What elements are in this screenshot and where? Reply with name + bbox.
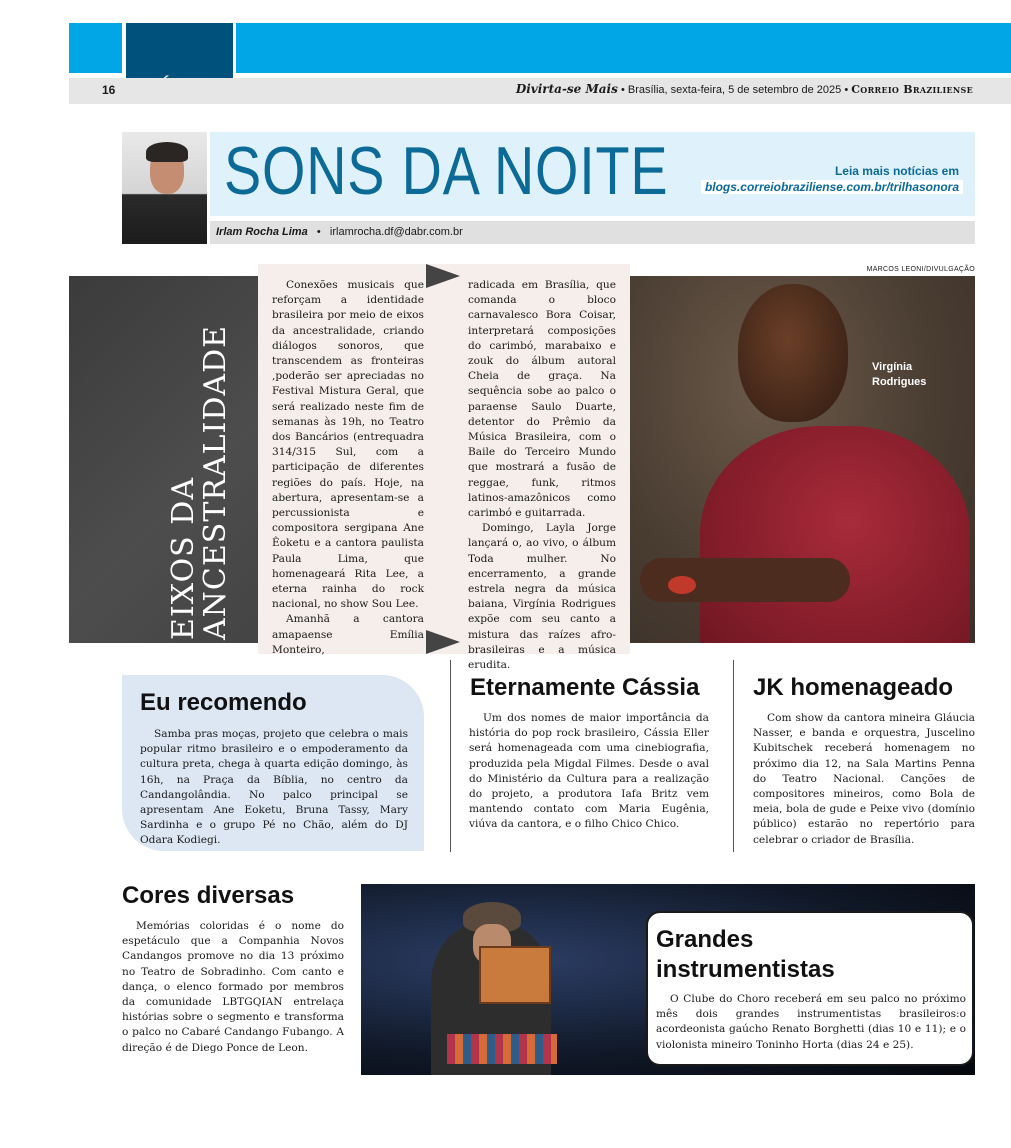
dateline: Brasília, sexta-feira, 5 de setembro de 2025 xyxy=(627,84,842,96)
recommend-title: Eu recomendo xyxy=(140,689,307,716)
divider xyxy=(450,660,451,852)
feature-title-line1: EIXOS DA xyxy=(166,477,201,640)
byline xyxy=(216,226,463,238)
hair-shape xyxy=(146,142,188,162)
feature-title xyxy=(168,280,232,640)
jk-title: JK homenageado xyxy=(753,674,954,701)
caption-line: Rodrigues xyxy=(872,376,927,388)
photo-credit: MARCOS LEONI/DIVULGAÇÃO xyxy=(866,266,975,273)
bullet-icon: • xyxy=(844,84,852,96)
recommend-body: Samba pras moças, projeto que celebra o mais popular ritmo brasileiro e o empoderamento da cultura preta, chega à quarta edição domingo, às 16h, na Praça da Bíblia, no centro da Candangolândia. No palco principal se apresentam Ane Eoketu, Bruna Tassy, Mary Sardinha e o grupo Pé no Chão, além do DJ Odara Kodiegi. xyxy=(140,728,408,847)
columnist-photo xyxy=(122,132,207,244)
accordion-shape xyxy=(479,946,551,1004)
ring-shape xyxy=(668,576,696,594)
cassia-body: Um dos nomes de maior importância da história do pop rock brasileiro, Cássia Eller será homenageada com uma cinebiografia, produzida pela Migdal Filmes. Desde o aval do Ministério da Cultura para a realização do projeto, a produtora Iafa Britz vem mantendo contato com Maria Eugênia, viúva da cantora, e o filho Chico Chico. xyxy=(469,712,709,831)
author-email[interactable]: irlamrocha.df@dabr.com.br xyxy=(329,226,463,238)
singer-photo xyxy=(630,276,975,643)
cassia-title: Eternamente Cássia xyxy=(470,674,700,701)
arrow-decoration xyxy=(426,264,460,288)
more-news-label: Leia mais notícias em xyxy=(834,164,959,178)
paragraph: Conexões musicais que reforçam a identidade brasileira por meio de eixos da ancestralidade, criando diálogos sonoros, que transcendem as fronteiras ,poderão ser apreciadas no Festival Mistura Geral, que será realizado neste fim de semanas às 19h, no Teatro dos Bancários (entrequadra 314/315 Sul, com a participação de diferentes regiões do país. Hoje, na abertura, apresentam-se a percussionista e compositora sergipana Ane Êoketu e a cantora paulista Paula Lima, que homenageará Rita Lee, a eterna rainha do rock nacional, no show Sou Lee. xyxy=(272,279,424,611)
cores-title: Cores diversas xyxy=(122,882,295,909)
author-name: Irlam Rocha Lima xyxy=(216,226,308,238)
photo-caption xyxy=(872,360,926,390)
grandes-title-line2: instrumentistas xyxy=(656,956,835,983)
head-shape xyxy=(738,284,848,422)
caption-line: Virgínia xyxy=(872,361,913,373)
arrow-decoration xyxy=(426,630,460,654)
grandes-title xyxy=(656,925,835,985)
jk-body: Com show da cantora mineira Gláucia Nasser, e banda e orquestra, Juscelino Kubitschek receberá homenagem no próximo dia 12, na Sala Martins Penna do Teatro Nacional. Canções de compositores mineiros, como Bola de meia, bola de gude e Peixe vivo (domínio público) estarão no repertório para celebrar o criador de Brasília. xyxy=(753,712,975,846)
shawl-shape xyxy=(700,426,970,643)
newspaper-name: Correio Braziliense xyxy=(851,83,973,96)
grandes-title-line1: Grandes xyxy=(656,926,754,953)
bullet-icon: • xyxy=(310,226,327,238)
feature-text-column-1 xyxy=(272,278,424,658)
cores-body: Memórias coloridas é o nome do espetáculo que a Companhia Novos Candangos promove no dia 13 próximo no Teatro de Sobradinho. Com canto e dança, o elenco formado por membros da comunidade LBTGQIAN entrelaça histórias sobre o segmento e transforma o palco no Cabaré Candango Fubango. A direção é de Diego Ponce de Leon. xyxy=(122,920,344,1054)
paragraph: Domingo, Layla Jorge lançará o, ao vivo, o álbum Toda mulher. No encerramento, a grande estrela negra da música baiana, Virgínia Rodrigues expõe com seu canto a mistura das raízes afro-brasileiras e a música erudita. xyxy=(468,522,616,672)
bullet-icon: • xyxy=(620,84,628,96)
feature-text-column-2 xyxy=(468,278,616,673)
page-number: 16 xyxy=(102,83,116,97)
column-title: SONS DA NOITE xyxy=(224,133,669,209)
paragraph: Amanhã a cantora amapaense Emília Monteiro, xyxy=(272,613,424,656)
feature-title-line2: ANCESTRALIDADE xyxy=(198,324,233,640)
supplement-name: Divirta-se Mais xyxy=(515,82,618,96)
folio-line xyxy=(516,82,973,96)
divider xyxy=(733,660,734,852)
blog-link[interactable]: blogs.correiobraziliense.com.br/trilhasonora xyxy=(701,180,963,194)
grandes-body: O Clube do Choro receberá em seu palco no próximo mês dois grandes instrumentistas brasileiros:o acordeonista gaúcho Renato Borghetti (dias 10 e 11); e o violonista mineiro Toninho Horta (dias 24 e 25). xyxy=(656,993,966,1051)
skirt-shape xyxy=(447,1034,557,1064)
paragraph: radicada em Brasília, que comanda o bloco carnavalesco Bora Coisar, interpretará composições do carimbó, marabaixo e zouk do álbum autoral Cheia de graça. Na sequência sobe ao palco o paraense Saulo Duarte, detentor do Prêmio da Música Brasileira, com o Baile do Terceiro Mundo que mostrará a fusão de reggae, funk, ritmos latinos-amazônicos como carimbó e guitarrada. xyxy=(468,279,616,520)
